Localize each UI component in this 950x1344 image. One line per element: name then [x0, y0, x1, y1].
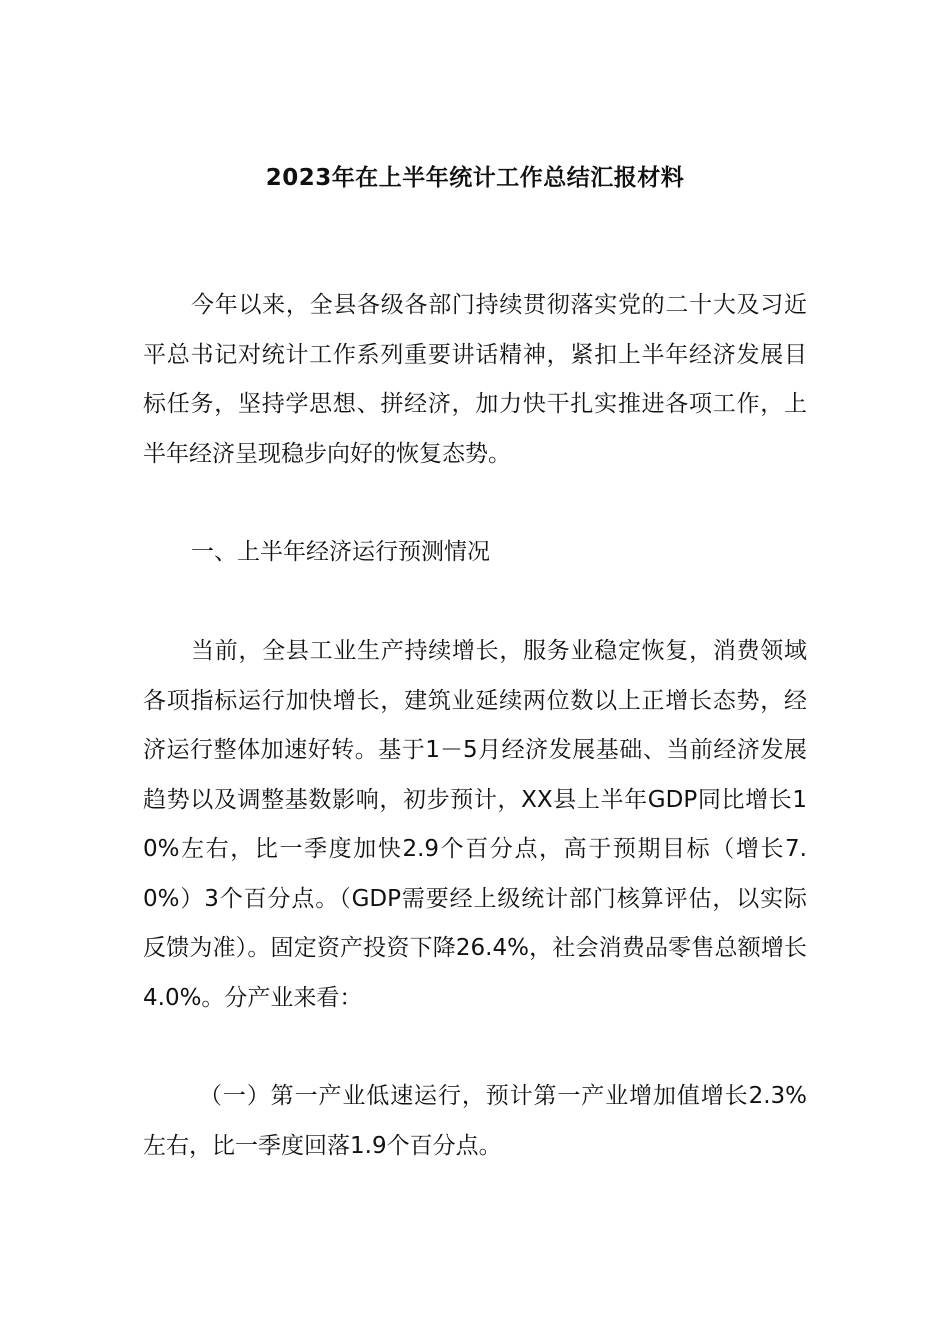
document-title: 2023年在上半年统计工作总结汇报材料 — [265, 165, 685, 191]
overview-paragraph: 当前，全县工业生产持续增长，服务业稳定恢复，消费领域各项指标运行加快增长，建筑业延续两位数以上正增长态势，经济运行整体加速好转。基于1－5月经济发展基础、当前经济发展趋势以及调整基数影响，初步预计，XX县上半年GDP同比增长10%左右，比一季度加快2.9个百分点，高于预期目标（增长7.0%）3个百分点。（GDP需要经上级统计部门核算评估，以实际反馈为准）。固定资产投资下降26.4%，社会消费品零售总额增长4.0%。分产业来看： — [143, 638, 807, 1011]
primary-industry-paragraph: （一）第一产业低速运行，预计第一产业增加值增长2.3%左右，比一季度回落1.9个百分点。 — [143, 1083, 807, 1159]
section-heading: 一、上半年经济运行预测情况 — [191, 539, 490, 565]
intro-paragraph: 今年以来，全县各级各部门持续贯彻落实党的二十大及习近平总书记对统计工作系列重要讲话精神，紧扣上半年经济发展目标任务，坚持学思想、拼经济，加力快干扎实推进各项工作，上半年经济呈现稳步向好的恢复态势。 — [143, 292, 807, 467]
